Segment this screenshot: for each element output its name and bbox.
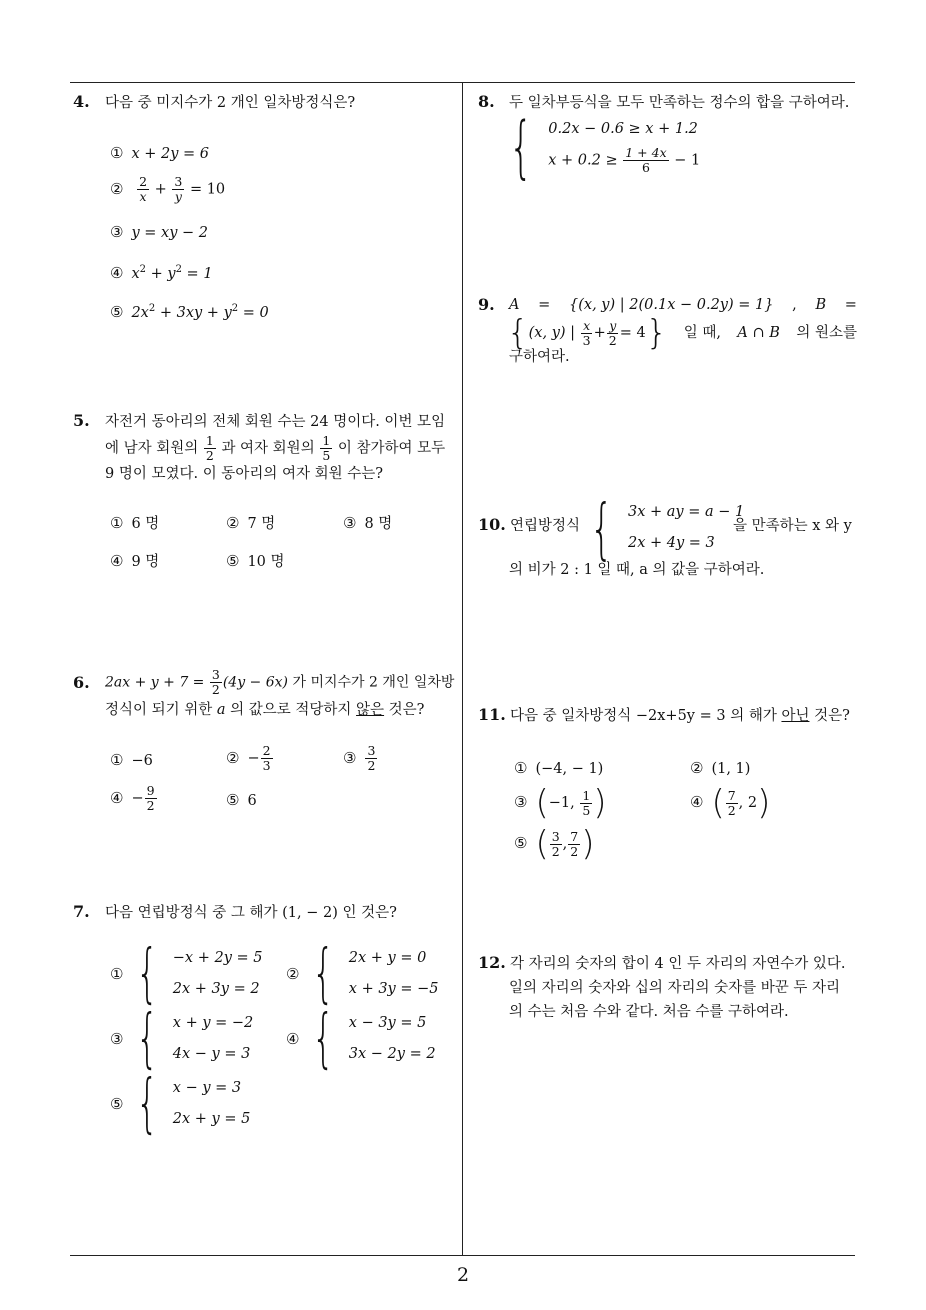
equation-system: { x − y = 3 2x + y = 5 [136,1067,251,1141]
equation-system: { 3x + ay = a − 1 2x + 4y = 3 [590,490,745,567]
fraction: $\frac{1}{2}$ [205,433,214,463]
option-3[interactable]: ③ { x + y = −2 4x − y = 3 [110,1002,254,1076]
question-text-line3: 의 수는 처음 수와 같다. 처음 수를 구하여라. [509,1004,789,1020]
option-4[interactable]: ④ − $\frac{9}{2}$ [110,783,155,813]
option-1[interactable]: ① 6 명 [110,514,160,532]
question-text-line1: 각 자리의 숫자의 합이 4 인 두 자리의 자연수가 있다. [510,956,846,972]
question-label: 연립방정식 [510,518,581,534]
option-4[interactable]: ④ ( $\frac{7}{2}$ , 2) [690,783,771,823]
question-text: 다음 연립방정식 중 그 해가 (1, − 2) 인 것은? [105,905,397,921]
option-3[interactable]: ③ y = xy − 2 [110,223,208,241]
option-2[interactable]: ② − $\frac{2}{3}$ [226,743,271,773]
option-2[interactable]: ② $\frac{2}{x}$ + $\frac{3}{y}$ = 10 [110,174,226,204]
page-number: 2 [456,1264,470,1286]
option-1[interactable]: ① −6 [110,751,153,769]
fraction: $\frac{2}{x}$ [139,174,148,204]
question-number: 6. [73,673,90,692]
question-text: 다음 중 일차방정식 −2x+5y = 3 의 해가 아닌 것은? [510,708,850,724]
option-2[interactable]: ② (1, 1) [690,759,751,777]
fraction: $\frac{3}{y}$ [174,174,183,204]
option-5[interactable]: ⑤ 10 명 [226,552,285,570]
question-number: 12. [478,953,506,972]
option-1[interactable]: ① x + 2y = 6 [110,144,210,162]
inequality-system: { 0.2x − 0.6 ≥ x + 1.2 x + 0.2 ≥ $\frac{1 + 4x}{6}$ − 1 [509,108,701,187]
question-text: 두 일차부등식을 모두 만족하는 정수의 합을 구하여라. [509,95,850,111]
question-text-line3: 구하여라. [509,349,570,365]
option-1[interactable]: ① { −x + 2y = 5 2x + 3y = 2 [110,937,263,1011]
question-text-line2: 정식이 되기 위한 a 의 값으로 적당하지 않은 것은? [105,702,425,718]
equation-system: { x + y = −2 4x − y = 3 [136,1002,254,1076]
option-5[interactable]: ⑤ ( $\frac{3}{2}$ , $\frac{7}{2}$ ) [514,824,595,864]
question-text-line2: 에 남자 회원의 $\frac{1}{2}$ 과 여자 회원의 $\frac{1}{5}$ 이 참가하여 모두 [105,433,446,463]
question-text-line2: 의 비가 2 : 1 일 때, a 의 값을 구하여라. [509,562,765,578]
question-text-line3: 9 명이 모였다. 이 동아리의 여자 회원 수는? [105,466,383,482]
fraction: $\frac{1}{5}$ [322,433,331,463]
bottom-rule [70,1255,855,1256]
option-4[interactable]: ④ 9 명 [110,552,160,570]
question-text-tail: 을 만족하는 x 와 y [733,518,852,534]
fraction: $\frac{3}{2}$ [211,667,220,697]
option-1[interactable]: ① (−4, − 1) [514,759,604,777]
equation-system: { x − 3y = 5 3x − 2y = 2 [312,1002,436,1076]
question-text-line1: 2ax + y + 7 = $\frac{3}{2}$ (4y − 6x) 가 미지수가 2 개인 일차방 [105,667,455,697]
equation-system: { −x + 2y = 5 2x + 3y = 2 [136,937,263,1011]
option-3[interactable]: ③ (−1, $\frac{1}{5}$ ) [514,783,607,823]
question-number: 11. [478,705,506,724]
option-2[interactable]: ② { 2x + y = 0 x + 3y = −5 [286,937,439,1011]
question-number: 7. [73,902,90,921]
column-divider [462,82,463,1256]
question-number: 10. [478,515,506,534]
option-5[interactable]: ⑤ 6 [226,791,257,809]
option-2[interactable]: ② 7 명 [226,514,276,532]
question-text: 다음 중 미지수가 2 개인 일차방정식은? [105,95,356,111]
option-3[interactable]: ③ $\frac{3}{2}$ [343,743,376,773]
question-text-line1: A = {(x, y) | 2(0.1x − 0.2y) = 1} , B = [509,297,857,313]
option-5[interactable]: ⑤ { x − y = 3 2x + y = 5 [110,1067,251,1141]
question-number: 4. [73,92,90,111]
option-4[interactable]: ④ { x − 3y = 5 3x − 2y = 2 [286,1002,436,1076]
equation-system: { 2x + y = 0 x + 3y = −5 [312,937,439,1011]
question-text-line2: 일의 자리의 숫자와 십의 자리의 숫자를 바꾼 두 자리 [509,980,841,996]
question-number: 5. [73,411,90,430]
question-number: 9. [478,295,495,314]
question-text-line1: 자전거 동아리의 전체 회원 수는 24 명이다. 이번 모임 [105,414,446,430]
option-3[interactable]: ③ 8 명 [343,514,393,532]
question-number: 8. [478,92,495,111]
option-5[interactable]: ⑤ $2x^2 + 3xy + y^2 = 0$ [110,302,269,321]
question-text-line2: {(x, y) | $\frac{x}{3}$ + $\frac{y}{2}$ = 4} 일 때, A ∩ B 의 원소를 [507,313,857,353]
option-4[interactable]: ④ $x^2 + y^2 = 1$ [110,263,213,282]
